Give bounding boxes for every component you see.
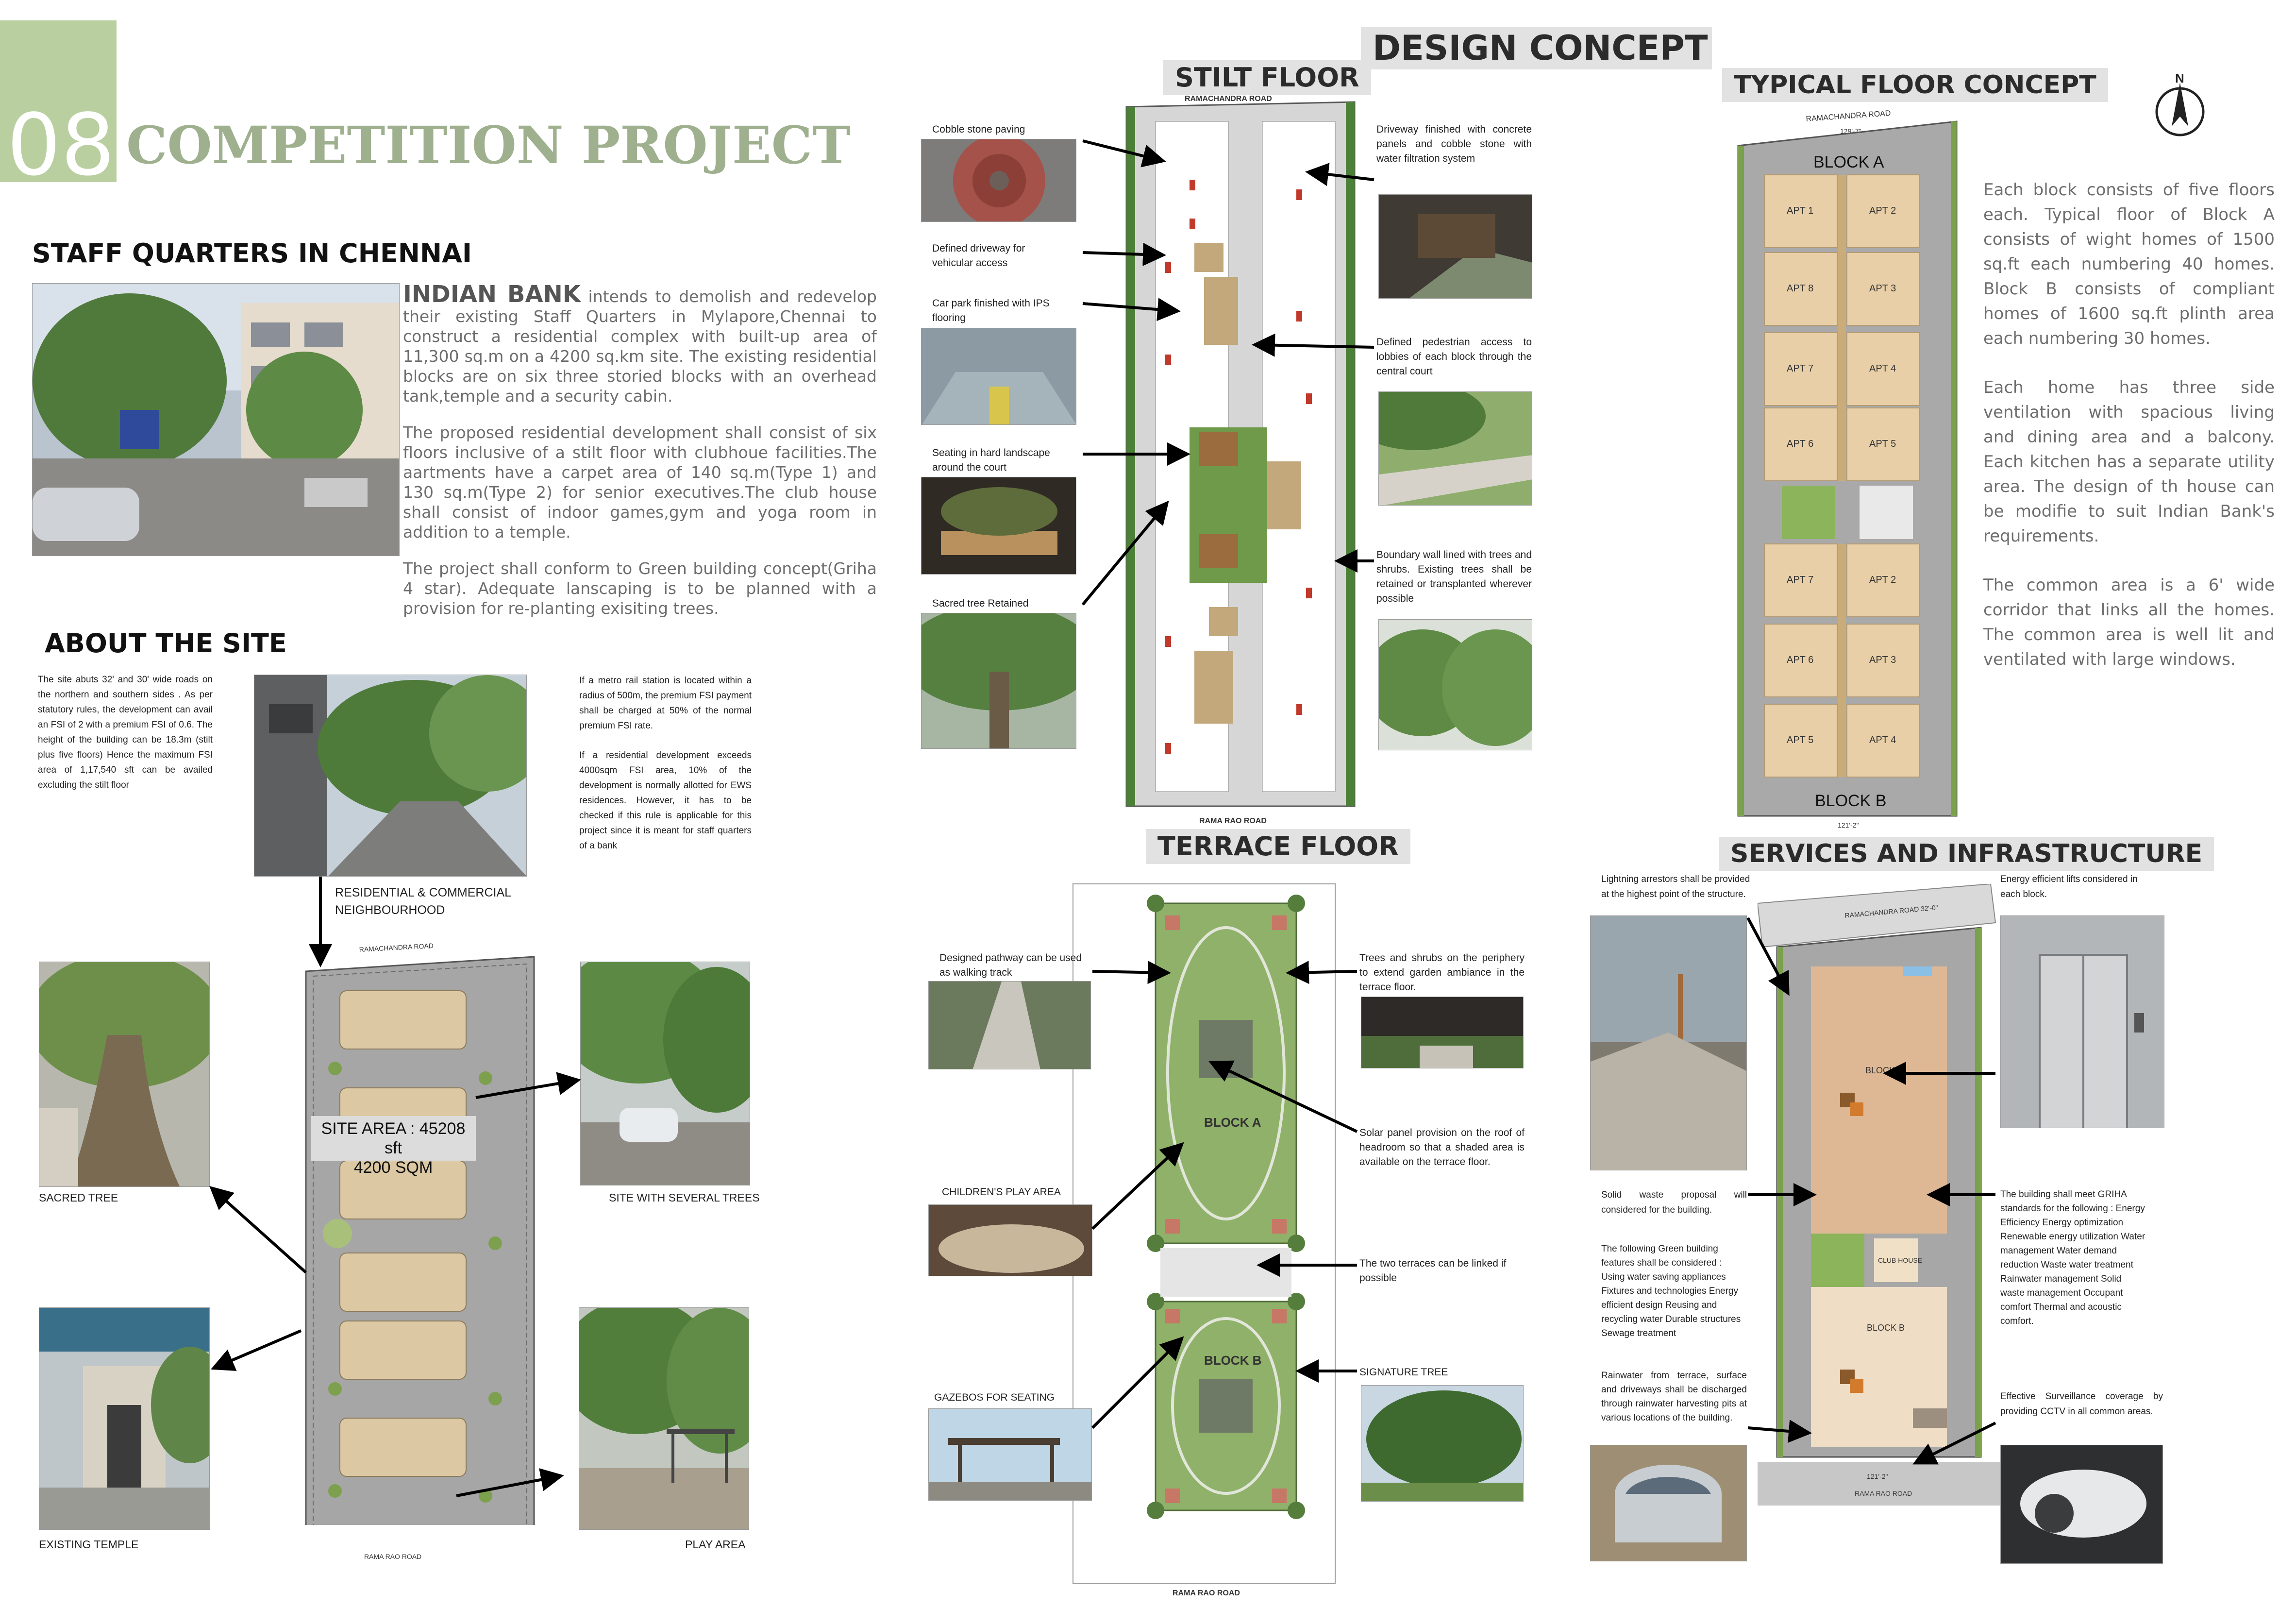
project-heading: STAFF QUARTERS IN CHENNAI bbox=[32, 238, 472, 269]
services-club-house: CLUB HOUSE bbox=[1878, 1256, 1923, 1264]
svg-text:APT 6: APT 6 bbox=[1787, 439, 1814, 449]
svg-text:APT 1: APT 1 bbox=[1787, 205, 1814, 216]
terrace-note-gazebos: GAZEBOS FOR SEATING bbox=[934, 1392, 1055, 1403]
stilt-note-pedestrian: Defined pedestrian access to lobbies of each block through the central court bbox=[1376, 337, 1532, 377]
svg-text:APT 3: APT 3 bbox=[1869, 283, 1896, 294]
terrace-road-bottom: RAMA RAO ROAD bbox=[1173, 1589, 1240, 1597]
terrace-block-a-label: BLOCK A bbox=[1204, 1115, 1261, 1130]
services-block-b: BLOCK B bbox=[1867, 1323, 1905, 1333]
project-paragraph-2: The proposed residential development shall consist of six floors inclusive of a stilt floor with clubhoue facilities.The aartments have a carpet area of 140 sq.m(Type 1) and 130 sq.m(Type 2) for senior executives.The club house shall consist of indoor games,gym and yoga room in addition to a temple. bbox=[403, 423, 877, 542]
services-block-a: BLOCK A bbox=[1865, 1066, 1903, 1075]
typical-road: RAMACHANDRA ROAD bbox=[1806, 109, 1891, 123]
typical-block-a: BLOCK A bbox=[1813, 153, 1884, 171]
typical-floor-title: TYPICAL FLOOR CONCEPT bbox=[1722, 68, 2108, 102]
terrace-note-children: CHILDREN'S PLAY AREA bbox=[942, 1186, 1061, 1198]
site-trees-caption: SITE WITH SEVERAL TREES bbox=[609, 1191, 760, 1204]
svg-text:APT 6: APT 6 bbox=[1787, 655, 1814, 665]
svg-text:APT 8: APT 8 bbox=[1787, 283, 1814, 294]
design-concept-title: DESIGN CONCEPT bbox=[1361, 27, 1712, 69]
about-site-text-left: The site abuts 32' and 30' wide roads on the northern and southern sides . As per statutory rules, the development can avail an FSI of 2 with a premium FSI of 0.6. The height of the building can be 18.3m (stilt plus five floors) Hence the maximum FSI area of 1,17,540 sft can be availed excluding the stilt floor bbox=[38, 675, 213, 790]
temple-caption: EXISTING TEMPLE bbox=[39, 1538, 139, 1551]
client-name: INDIAN BANK bbox=[403, 281, 581, 308]
stilt-note-driveway-finish: Driveway finished with concrete panels and cobble stone with water filtration system bbox=[1376, 124, 1532, 164]
site-plan-road-top: RAMACHANDRA ROAD bbox=[359, 941, 434, 953]
terrace-note-pathway: Designed pathway can be used as walking track bbox=[939, 952, 1082, 978]
svg-text:APT 4: APT 4 bbox=[1869, 363, 1896, 374]
page-title: COMPETITION PROJECT bbox=[126, 115, 851, 175]
typical-block-b: BLOCK B bbox=[1815, 792, 1887, 810]
service-note-surveillance: Effective Surveillance coverage by providing CCTV in all common areas. bbox=[2000, 1391, 2163, 1417]
service-note-griha: The building shall meet GRIHA standards for the following : Energy Efficiency Energy optimization Renewable energy utilization Water management Water demand reduction Waste water treatment Rainwater management Solid waste management Occupant comfort Thermal and acoustic comfort. bbox=[2000, 1189, 2145, 1326]
svg-text:APT 2: APT 2 bbox=[1869, 575, 1896, 585]
terrace-block-b-label: BLOCK B bbox=[1204, 1353, 1262, 1368]
terrace-floor-title: TERRACE FLOOR bbox=[1146, 829, 1410, 864]
about-heading: ABOUT THE SITE bbox=[45, 628, 287, 659]
stilt-road-bottom: RAMA RAO ROAD bbox=[1199, 817, 1267, 825]
stilt-note-carpark: Car park finished with IPS flooring bbox=[932, 298, 1050, 323]
typical-dim-bottom: 121'-2" bbox=[1838, 821, 1859, 829]
typical-dim-top: 129'-7" bbox=[1840, 127, 1861, 135]
services-title: SERVICES AND INFRASTRUCTURE bbox=[1719, 837, 2214, 871]
svg-text:APT 3: APT 3 bbox=[1869, 655, 1896, 665]
svg-text:APT 7: APT 7 bbox=[1787, 575, 1814, 585]
stilt-road-top: RAMACHANDRA ROAD bbox=[1185, 95, 1272, 103]
site-area-label: SITE AREA : 45208 sft 4200 SQM bbox=[311, 1116, 476, 1161]
terrace-note-trees: Trees and shrubs on the periphery to extend garden ambiance in the terrace floor. bbox=[1359, 952, 1525, 993]
site-plan-road-bottom: RAMA RAO ROAD bbox=[364, 1553, 422, 1560]
service-note-green: The following Green building features shall be considered : Using water saving appliances Fixtures and technologies Energy efficient design Reusing and recycling water Durable structures Sewage treatment bbox=[1601, 1244, 1741, 1338]
stilt-floor-title: STILT FLOOR bbox=[1163, 60, 1371, 95]
svg-text:APT 5: APT 5 bbox=[1869, 439, 1896, 449]
service-note-lightning: Lightning arrestors shall be provided at the highest point of the structure. bbox=[1601, 874, 1750, 899]
about-site-text-right: If a metro rail station is located within a radius of 500m, the premium FSI payment shall be charged at 50% of the normal premium FSI rate. If a residential development exceeds 4000sqm FSI area, 10% of the development is normally allotted for EWS residences. However, it has to be checked if this rule is applicable for this project since it is meant for staff quarters of a bank bbox=[579, 676, 752, 851]
svg-text:APT 5: APT 5 bbox=[1787, 735, 1814, 745]
neighbourhood-caption: RESIDENTIAL & COMMERCIAL NEIGHBOURHOOD bbox=[335, 886, 511, 917]
stilt-note-boundary: Boundary wall lined with trees and shrubs. Existing trees shall be retained or transplanted wherever possible bbox=[1376, 549, 1532, 604]
service-note-rainwater: Rainwater from terrace, surface and driveways shall be discharged through rainwater harvesting pits at various locations of the building. bbox=[1601, 1371, 1747, 1423]
service-note-lifts: Energy efficient lifts considered in each block. bbox=[2000, 874, 2138, 899]
stilt-note-seating: Seating in hard landscape around the court bbox=[932, 447, 1050, 473]
stilt-note-sacred: Sacred tree Retained bbox=[932, 598, 1029, 609]
north-label: N bbox=[2175, 73, 2184, 85]
project-paragraph-3: The project shall conform to Green building concept(Griha 4 star). Adequate lanscaping is to be planned with a provision for re-planting exisiting trees. bbox=[403, 559, 877, 618]
play-area-caption: PLAY AREA bbox=[685, 1538, 746, 1551]
svg-text:APT 4: APT 4 bbox=[1869, 735, 1896, 745]
stilt-note-driveway: Defined driveway for vehicular access bbox=[932, 243, 1025, 269]
terrace-note-signature: SIGNATURE TREE bbox=[1359, 1367, 1448, 1378]
services-plan-dim: 121'-2" bbox=[1867, 1473, 1888, 1480]
stilt-note-cobble: Cobble stone paving bbox=[932, 124, 1025, 135]
service-note-solid-waste: Solid waste proposal will considered for the building. bbox=[1601, 1190, 1747, 1215]
terrace-note-linked: The two terraces can be linked if possible bbox=[1359, 1258, 1507, 1284]
services-road-top: RAMACHANDRA ROAD 32'-0" bbox=[1844, 903, 1939, 919]
terrace-note-solar: Solar panel provision on the roof of headroom so that a shaded area is available on the terrace floor. bbox=[1359, 1127, 1525, 1168]
sacred-tree-caption: SACRED TREE bbox=[39, 1191, 118, 1204]
header-number: 08 bbox=[7, 96, 115, 195]
svg-text:APT 2: APT 2 bbox=[1869, 205, 1896, 216]
svg-text:APT 7: APT 7 bbox=[1787, 363, 1814, 374]
project-paragraph-1: INDIAN BANK intends to demolish and redevelop their existing Staff Quarters in Mylapore,Chennai to construct a residential complex with built-up area of 11,300 sq.m on a 4200 sq.km site. The existing residential blocks are on six three storied blocks with an overhead tank,temple and a security cabin. bbox=[403, 281, 877, 406]
typical-floor-text: Each block consists of five floors each. Typical floor of Block A consists of wight homes of 1500 sq.ft each numbering 40 homes. Block B consists of compliant homes of 1600 sq.ft plinth area each numbering 30 homes. Each home has three side ventilation with spacious living and dining area and a balcony. Each kitchen has a separate utility area. The design of th house can be modifie to suit Indian Bank's requirements. The common area is a 6' wide corridor that links all the homes. The common area is well lit and ventilated with large windows. bbox=[1983, 180, 2275, 669]
services-road-bottom: RAMA RAO ROAD bbox=[1855, 1490, 1912, 1497]
